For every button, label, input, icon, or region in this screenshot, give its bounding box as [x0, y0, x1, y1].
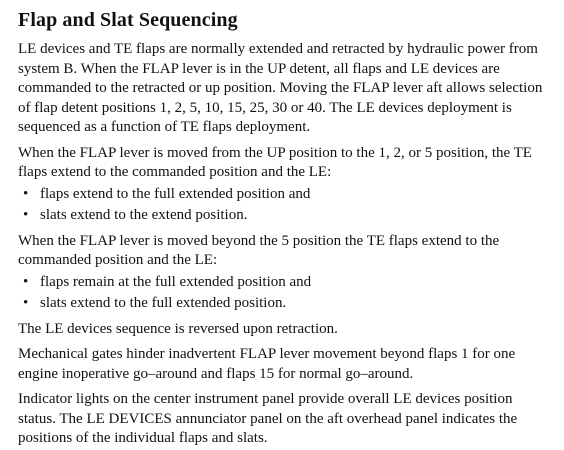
list-item: [18, 184, 554, 205]
bullet-icon: •: [23, 206, 29, 223]
list-item-text: slats extend to the full extended position.: [40, 294, 287, 311]
list-item-text: flaps extend to the full extended position and: [40, 185, 311, 202]
list-item: [18, 205, 554, 226]
indicator-lights-paragraph: Indicator lights on the center instrument panel provide overall LE devices position status. The LE DEVICES annunciator panel on the aft overhead panel indicates the positions of the individual flaps and slats.: [18, 391, 518, 446]
retraction-paragraph: The LE devices sequence is reversed upon retraction.: [18, 320, 338, 337]
bullet-icon: •: [23, 185, 29, 202]
list-item-text: slats extend to the extend position.: [40, 206, 248, 223]
list-item-text: flaps remain at the full extended position and: [40, 273, 312, 290]
mechanical-gates-paragraph: Mechanical gates hinder inadvertent FLAP lever movement beyond flaps 1 for one engine inoperative go–around and flaps 15 for normal go–around.: [18, 346, 516, 382]
le-sequence-list-2: [18, 272, 554, 314]
list-item: [18, 293, 554, 314]
section-title: Flap and Slat Sequencing: [18, 9, 238, 31]
flap-beyond-5-paragraph: When the FLAP lever is moved beyond the 5 position the TE flaps extend to the commanded position and the LE:: [18, 232, 500, 268]
bullet-icon: •: [23, 273, 29, 290]
list-item: [18, 272, 554, 293]
intro-paragraph: LE devices and TE flaps are normally extended and retracted by hydraulic power from system B. When the FLAP lever is in the UP detent, all flaps and LE devices are commanded to the retracted or up position. Moving the FLAP lever aft allows selection of flap detent positions 1, 2, 5, 10, 15, 25, 30 or 40. The LE devices deployment is sequenced as a function of TE flaps deployment.: [18, 41, 543, 135]
flap-up-to-5-paragraph: When the FLAP lever is moved from the UP position to the 1, 2, or 5 position, the TE flaps extend to the commanded position and the LE:: [18, 144, 532, 180]
bullet-icon: •: [23, 294, 29, 311]
le-sequence-list-1: [18, 184, 554, 226]
